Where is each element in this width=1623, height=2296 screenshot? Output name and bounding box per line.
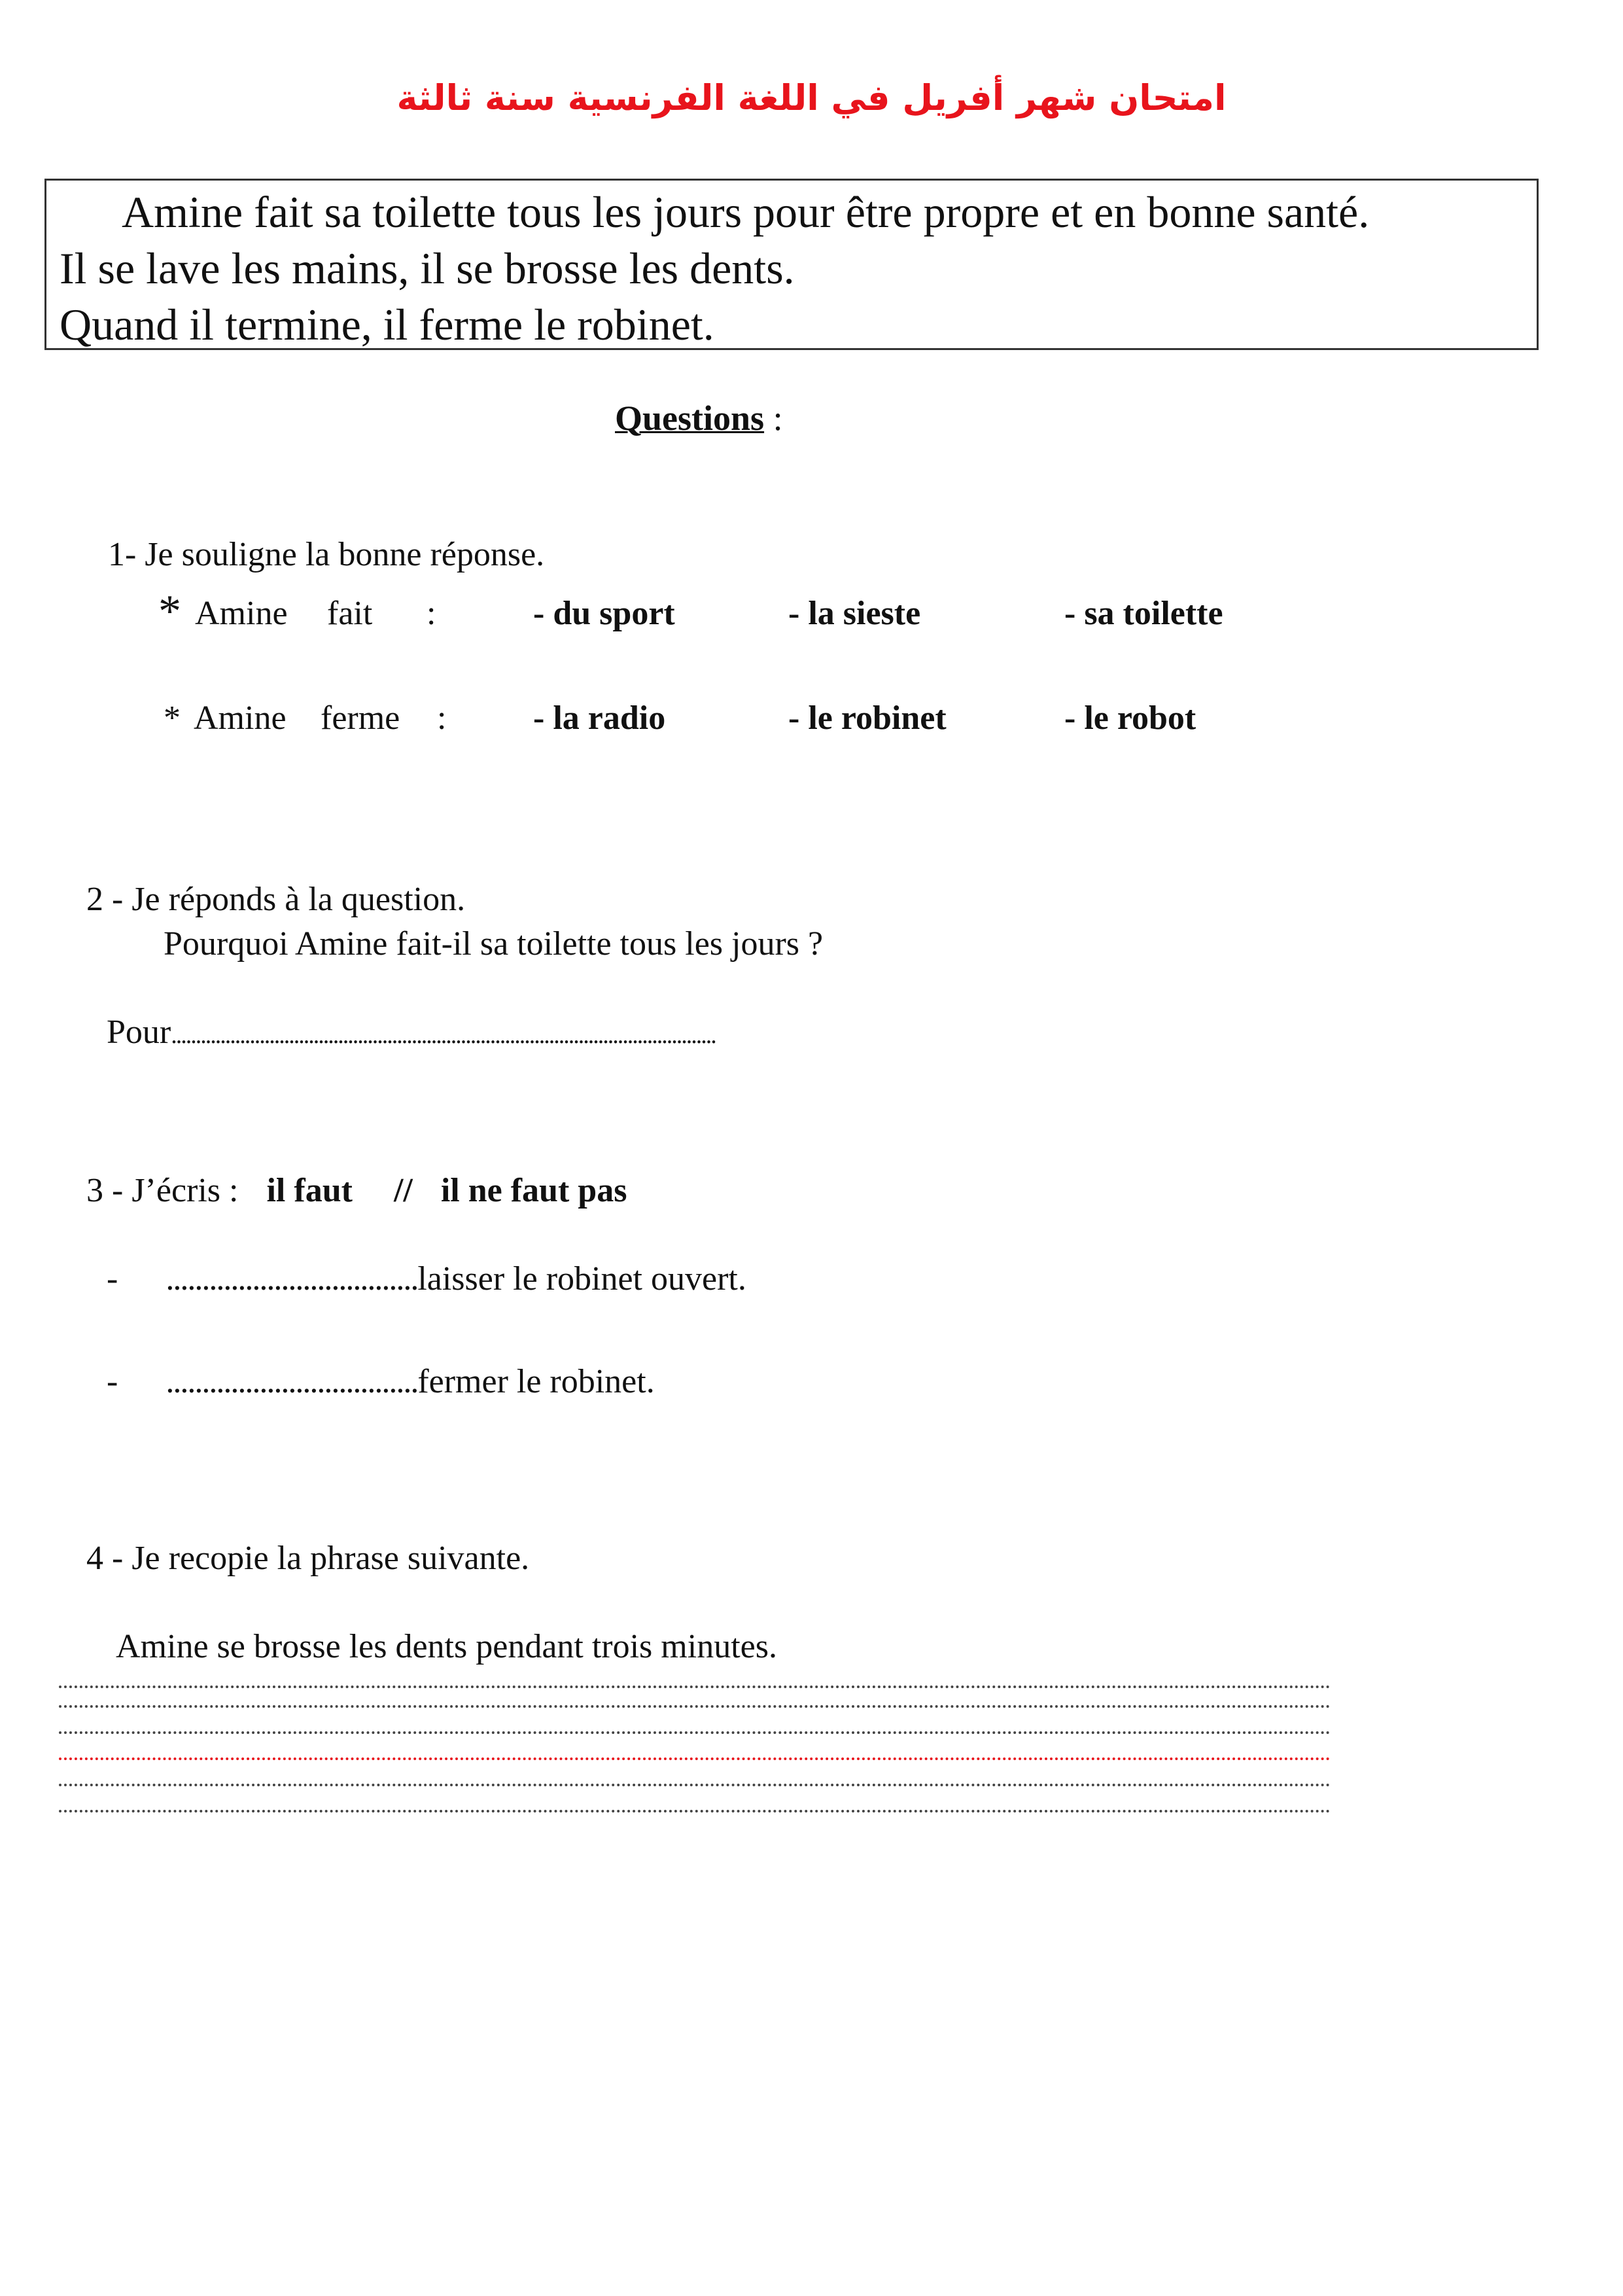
q1-row2-option-3[interactable]: - le robot <box>1064 699 1196 737</box>
q4-instruction: 4 - Je recopie la phrase suivante. <box>86 1540 530 1577</box>
q3-item-1-dash: - <box>107 1260 118 1298</box>
q2-answer-line[interactable] <box>107 1013 716 1051</box>
questions-heading <box>615 398 783 438</box>
q3-item-2-dots: ................................... <box>166 1363 418 1400</box>
writing-line-5[interactable] <box>59 1784 1331 1786</box>
q1-row2-star: * <box>164 699 181 737</box>
q3-item-2-dash: - <box>107 1363 118 1400</box>
reading-text-box <box>44 179 1539 350</box>
q1-row1-prompt-a: Amine <box>195 595 288 632</box>
q1-row1-prompt-b: fait <box>327 595 373 632</box>
q3-separator: // <box>393 1172 413 1209</box>
reading-line-2: Il se lave les mains, il se brosse les dents. <box>60 243 795 293</box>
q2-answer-dots: ............................................................................................................... <box>171 1021 716 1049</box>
q3-instruction: 3 - J’écris : <box>86 1172 239 1209</box>
writing-line-3[interactable] <box>59 1731 1331 1734</box>
q1-row2-option-1[interactable]: - la radio <box>533 699 666 737</box>
q3-option-a: il faut <box>266 1172 353 1209</box>
q2-instruction: 2 - Je réponds à la question. <box>86 881 466 918</box>
q2-answer-prefix: Pour <box>107 1014 171 1051</box>
q1-instruction: 1- Je souligne la bonne réponse. <box>108 536 545 573</box>
q1-row2-prompt-b: ferme <box>321 699 400 737</box>
writing-line-1[interactable] <box>59 1686 1331 1688</box>
q1-row1-star: * <box>158 586 181 637</box>
q1-row1-option-2[interactable]: - la sieste <box>788 595 921 632</box>
writing-line-6[interactable] <box>59 1810 1331 1812</box>
reading-line-1: Amine fait sa toilette tous les jours pour être propre et en bonne santé. <box>122 187 1370 237</box>
reading-line-3: Quand il termine, il ferme le robinet. <box>60 300 714 349</box>
writing-line-red[interactable] <box>59 1757 1331 1760</box>
q3-item-1-dots: ................................... <box>166 1260 418 1298</box>
q3-item-1[interactable] <box>107 1260 746 1298</box>
writing-line-2[interactable] <box>59 1705 1331 1708</box>
q3-item-2[interactable] <box>107 1362 655 1401</box>
q1-row2-option-2[interactable]: - le robinet <box>788 699 947 737</box>
q1-row2-prompt-a: Amine <box>194 699 287 737</box>
q4-sentence: Amine se brosse les dents pendant trois minutes. <box>116 1628 777 1665</box>
q1-row1-colon: : <box>427 595 436 632</box>
q2-question: Pourquoi Amine fait-il sa toilette tous les jours ? <box>164 925 824 963</box>
q1-row2-colon: : <box>437 699 447 737</box>
q3-item-1-text: laisser le robinet ouvert. <box>417 1260 746 1298</box>
q3-option-b: il ne faut pas <box>440 1172 627 1209</box>
q1-row1-option-1[interactable]: - du sport <box>533 595 675 632</box>
q1-row1-option-3[interactable]: - sa toilette <box>1064 595 1223 632</box>
page-title: امتحان شهر أفريل في اللغة الفرنسية سنة ثالثة <box>396 77 1227 118</box>
q3-instruction-row <box>86 1171 627 1210</box>
questions-label: Questions <box>615 398 765 438</box>
q3-item-2-text: fermer le robinet. <box>417 1363 655 1400</box>
questions-colon: : <box>773 398 783 438</box>
